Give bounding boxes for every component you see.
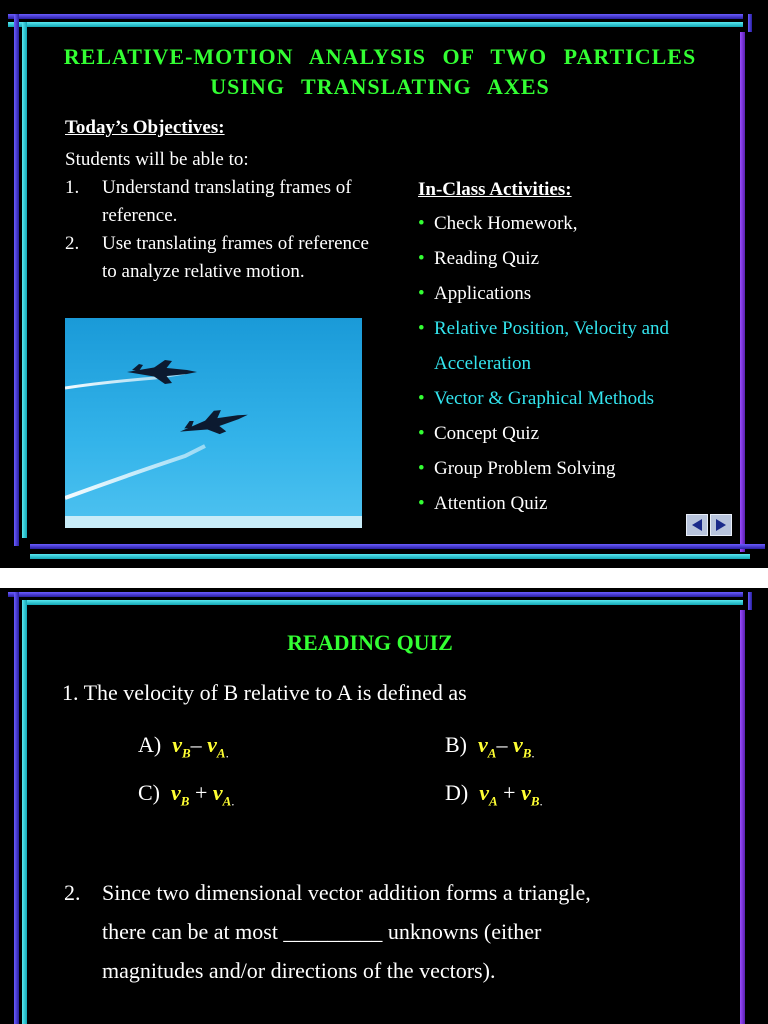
var: v: [478, 732, 488, 757]
subscript: B: [180, 793, 190, 809]
operator: +: [503, 780, 516, 805]
bottom-cyan-bar: [30, 554, 750, 559]
slide-title-line-1: RELATIVE-MOTION ANALYSIS OF TWO PARTICLES: [63, 44, 697, 69]
bottom-blue-bar: [30, 544, 765, 549]
next-slide-button[interactable]: [710, 514, 732, 536]
question-2-line-3: magnitudes and/or directions of the vectors).: [102, 958, 496, 983]
activity-item: • Applications: [418, 276, 740, 311]
objective-item: [65, 174, 375, 230]
subscript: A: [488, 793, 498, 809]
objectives-list: [65, 174, 375, 286]
quiz-title: READING QUIZ: [287, 630, 453, 655]
operator: –: [190, 732, 202, 757]
question-1: 1. The velocity of B relative to A is defined as: [62, 680, 467, 705]
operator: +: [194, 780, 208, 805]
objective-text: Understand translating frames of reference.: [102, 177, 352, 226]
activity-item: • Relative Position, Velocity and Acceleration: [418, 311, 740, 381]
period: .: [531, 745, 535, 761]
activity-item: • Reading Quiz: [418, 241, 740, 276]
triangle-left-icon: [690, 518, 704, 532]
var: v: [171, 780, 181, 805]
right-purple-bar: [740, 610, 745, 1024]
objectives-intro: Students will be able to:: [65, 149, 249, 170]
var: v: [207, 732, 217, 757]
subscript: A: [487, 745, 497, 761]
left-cyan-bar: [22, 600, 27, 1024]
var: v: [172, 732, 182, 757]
option-a[interactable]: [138, 732, 229, 761]
question-2-line-1: Since two dimensional vector addition forms a triangle,: [102, 880, 591, 905]
top-blue-bar: [8, 592, 743, 597]
right-corner-bar: [748, 592, 752, 610]
option-label: A): [138, 732, 162, 757]
jet-planes-image: [65, 318, 362, 528]
period: .: [539, 793, 543, 809]
var: v: [521, 780, 531, 805]
period: .: [231, 793, 235, 809]
right-corner-bar: [748, 14, 752, 32]
left-blue-bar: [14, 14, 19, 546]
option-label: C): [138, 780, 160, 805]
activities-list: [418, 206, 740, 521]
option-c[interactable]: [138, 780, 235, 809]
subscript: A: [222, 793, 232, 809]
top-cyan-bar: [25, 600, 743, 605]
option-label: B): [445, 732, 467, 757]
slide-nav: [686, 514, 732, 536]
objective-item: [65, 230, 375, 286]
triangle-right-icon: [714, 518, 728, 532]
top-blue-bar: [8, 14, 743, 19]
slide-2: [0, 588, 768, 1024]
subscript: B: [181, 745, 191, 761]
var: v: [212, 780, 223, 805]
activity-item: • Group Problem Solving: [418, 451, 740, 486]
activities-heading: In-Class Activities:: [418, 179, 572, 200]
operator: –: [496, 732, 508, 757]
subscript: B: [530, 793, 540, 809]
activity-item: • Vector & Graphical Methods: [418, 381, 740, 416]
question-2-number: 2.: [64, 880, 81, 905]
option-d[interactable]: [445, 780, 543, 809]
objectives-heading: Today’s Objectives:: [65, 117, 225, 138]
prev-slide-button[interactable]: [686, 514, 708, 536]
activity-item: • Attention Quiz: [418, 486, 740, 521]
subscript: A: [216, 745, 226, 761]
slide-title-line-2: USING TRANSLATING AXES: [210, 74, 550, 99]
var: v: [479, 780, 489, 805]
objective-text: Use translating frames of reference to analyze relative motion.: [102, 233, 369, 282]
option-b[interactable]: [445, 732, 535, 761]
jet-planes-photo: [65, 318, 362, 528]
period: .: [225, 745, 229, 761]
left-blue-bar: [14, 592, 19, 1024]
subscript: B: [522, 745, 532, 761]
left-cyan-bar: [22, 22, 27, 538]
var: v: [512, 732, 523, 757]
objective-number: 2.: [65, 233, 80, 254]
option-label: D): [445, 780, 469, 805]
top-cyan-bar: [8, 22, 743, 27]
activity-item: • Check Homework,: [418, 206, 740, 241]
right-purple-bar: [740, 32, 745, 552]
question-2-line-2: there can be at most _________ unknowns (either: [102, 919, 542, 944]
objective-number: 1.: [65, 177, 80, 198]
activity-item: • Concept Quiz: [418, 416, 740, 451]
